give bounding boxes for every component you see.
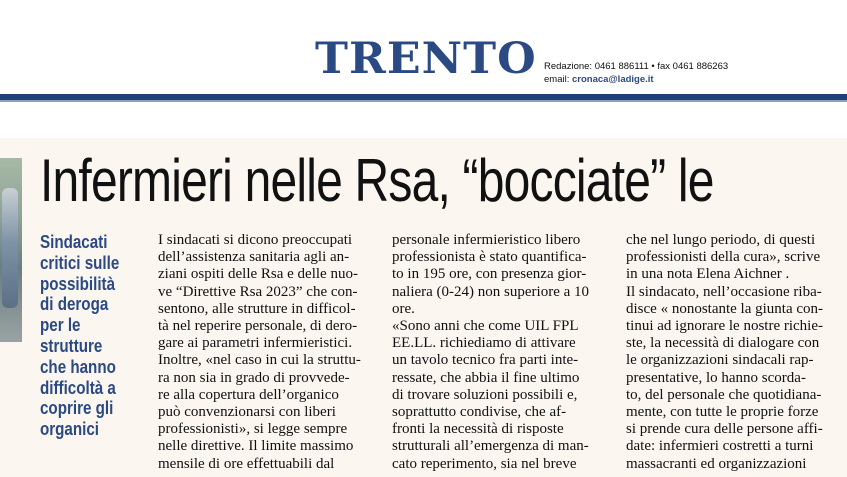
body-line: personale infermieristico libero bbox=[392, 232, 581, 248]
body-line: che nel lungo periodo, di questi bbox=[626, 232, 816, 248]
body-line: professionista è stato quantifica- bbox=[392, 249, 587, 266]
summary-line: difficoltà a bbox=[40, 376, 116, 398]
body-line: in una nota Elena Aichner . bbox=[626, 266, 790, 283]
body-line: Inoltre, «nel caso in cui la struttu- bbox=[158, 352, 361, 369]
body-line: ra non sia in grado di provvede- bbox=[158, 369, 350, 386]
body-line: ve “Direttive Rsa 2023” che con- bbox=[158, 283, 358, 300]
summary-line: che hanno bbox=[40, 355, 116, 377]
body-line: un tavolo tecnico fra parti inte- bbox=[392, 352, 579, 369]
masthead bbox=[0, 0, 847, 100]
body-line: le organizzazioni sindacali rap- bbox=[626, 352, 814, 369]
body-line: soprattutto condivise, che af- bbox=[392, 404, 567, 421]
body-line: presentative, lo hanno scorda- bbox=[626, 369, 806, 386]
body-line: ore. bbox=[392, 300, 415, 317]
body-line: professionisti», si legge sempre bbox=[158, 421, 348, 438]
body-line: di trovare soluzioni possibili e, bbox=[392, 386, 578, 403]
body-line: to in 195 ore, con presenza gior- bbox=[392, 266, 587, 283]
body-line: strutturali all’emergenza di man- bbox=[392, 438, 589, 455]
article-photo bbox=[0, 158, 22, 342]
contact-phone-fax: Redazione: 0461 886111 • fax 0461 886263 bbox=[544, 61, 729, 72]
body-line: cato reperimento, sia nel breve bbox=[392, 455, 577, 472]
contact-email-label: email: bbox=[544, 74, 572, 85]
body-line: professionisti della cura», scrive bbox=[626, 249, 821, 266]
article-column-3 bbox=[626, 232, 841, 473]
masthead-rule-shadow bbox=[0, 100, 847, 102]
body-line: dell’assistenza sanitaria agli an- bbox=[158, 249, 350, 266]
body-line: re alla copertura dell’organico bbox=[158, 386, 339, 403]
city-title: TRENTO bbox=[315, 34, 537, 84]
article-column-2 bbox=[392, 232, 607, 473]
body-line: fronti la necessità di risposte bbox=[392, 421, 564, 438]
body-line: date: infermieri costretti a turni bbox=[626, 438, 814, 455]
contact-email-row bbox=[544, 73, 728, 86]
contact-email[interactable]: cronaca@ladige.it bbox=[571, 74, 654, 85]
body-line: ziani ospiti delle Rsa e delle nuo- bbox=[158, 266, 358, 283]
body-line: massacranti ed organizzazioni bbox=[626, 455, 807, 472]
body-line: «Sono anni che come UIL FPL bbox=[392, 318, 579, 335]
body-line: tinui ad ignorare le nostre richie- bbox=[626, 318, 824, 335]
photo-person bbox=[2, 188, 18, 308]
body-line: tà nel reperire personale, di dero- bbox=[158, 318, 358, 335]
summary-line: Sindacati bbox=[40, 231, 108, 252]
body-line: to, del personale che quotidiana- bbox=[626, 386, 822, 403]
body-line: ressate, che abbia il fine ultimo bbox=[392, 369, 580, 386]
body-line: può convenzionarsi con liberi bbox=[158, 404, 336, 421]
summary-line: per le bbox=[40, 314, 81, 336]
body-line: gare ai parametri infermieristici. bbox=[158, 335, 353, 352]
summary-line: possibilità bbox=[40, 272, 116, 294]
body-line: sentono, alle strutture in difficol- bbox=[158, 300, 356, 317]
article-column-1 bbox=[158, 232, 373, 473]
body-line: EE.LL. richiediamo di attivare bbox=[392, 335, 576, 352]
body-line: ste, la necessità di dialogare con bbox=[626, 335, 820, 352]
body-line: si prende cura delle persone affi- bbox=[626, 421, 823, 438]
summary-line: strutture bbox=[40, 334, 103, 356]
summary bbox=[40, 232, 143, 440]
body-line: mensile di ore effettuabili dal bbox=[158, 455, 335, 472]
summary-line: coprire gli bbox=[40, 397, 114, 419]
body-line: I sindacati si dicono preoccupati bbox=[158, 232, 353, 248]
body-line: mente, con tutte le proprie forze bbox=[626, 404, 819, 421]
contact-info bbox=[544, 60, 728, 86]
summary-line: di deroga bbox=[40, 293, 109, 315]
summary-line: organici bbox=[40, 418, 100, 440]
headline: Infermieri nelle Rsa, “bocciate” le bbox=[40, 147, 714, 214]
body-line: Il sindacato, nell’occasione riba- bbox=[626, 283, 822, 300]
body-line: naliera (0-24) non superiore a 10 bbox=[392, 283, 590, 300]
summary-line: critici sulle bbox=[40, 251, 120, 273]
body-line: disce « nonostante la giunta con- bbox=[626, 300, 824, 317]
body-line: nelle direttive. Il limite massimo bbox=[158, 438, 354, 455]
